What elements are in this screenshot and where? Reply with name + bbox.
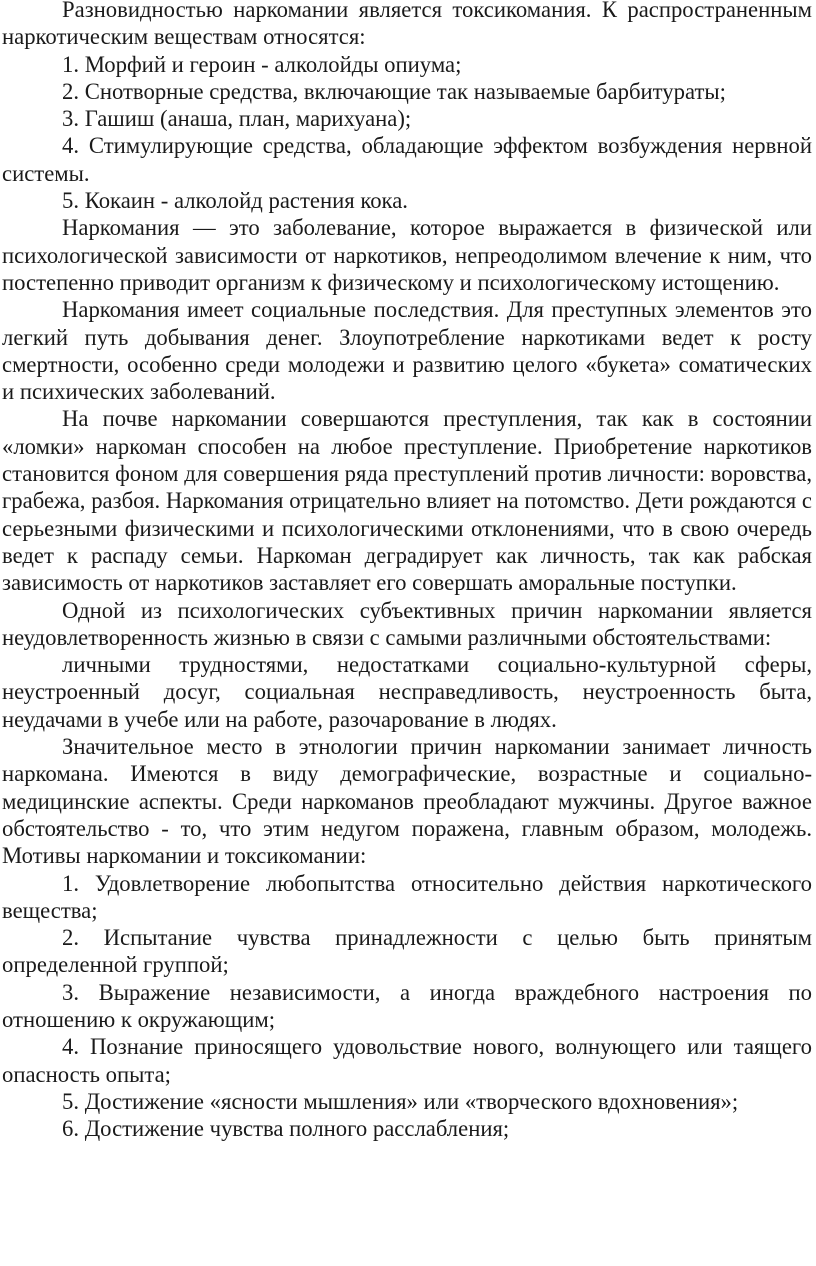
paragraph-addiction-definition: Наркомания — это заболевание, которое выражается в физической или психологической зависимости от наркотиков, непреодолимом влечение к ним, что постепенно приводит организм к физическому и психологическому истощению.	[2, 215, 812, 295]
motive-item-relaxation: 6. Достижение чувства полного расслабления;	[62, 1116, 510, 1142]
list-item-cocaine: 5. Кокаин - алколойд растения кока.	[62, 188, 408, 214]
list-item-stimulants: 4. Стимулирующие средства, обладающие эффектом возбуждения нервной системы.	[2, 133, 812, 186]
motive-item-curiosity: 1. Удовлетворение любопытства относительно действия наркотического вещества;	[2, 870, 812, 923]
paragraph-toxicomania-intro: Разновидностью наркомании является токсикомания. К распространенным наркотическим веществам относятся:	[2, 0, 812, 50]
paragraph-social-consequences: Наркомания имеет социальные последствия. Для преступных элементов это легкий путь добывания денег. Злоупотребление наркотиками ведет к росту смертности, особенно среди молодежи и развитию целого «букета» соматических и психических заболеваний.	[2, 297, 812, 405]
paragraph-crimes: На почве наркомании совершаются преступления, так как в состоянии «ломки» наркоман способен на любое преступление. Приобретение наркотиков становится фоном для совершения ряда преступлений против личности: воровства, грабежа, разбоя. Наркомания отрицательно влияет на потомство. Дети рождаются с серьезными физическими и психологическими отклонениями, что в свою очередь ведет к распаду семьи. Наркоман деградирует как личность, так как рабская зависимость от наркотиков заставляет его совершать аморальные поступки.	[2, 406, 812, 596]
paragraph-personality: Значительное место в этнологии причин наркомании занимает личность наркомана. Имеются в виду демографические, возрастные и социально-медицинские аспекты. Среди наркоманов преобладают мужчины. Другое важное обстоятельство - то, что этим недугом поражена, главным образом, молодежь. Мотивы наркомании и токсикомании:	[2, 734, 812, 869]
list-item-sleeping-pills: 2. Снотворные средства, включающие так называемые барбитураты;	[62, 78, 726, 104]
motive-item-independence: 3. Выражение независимости, а иногда враждебного настроения по отношению к окружающим;	[2, 979, 812, 1032]
paragraph-difficulties: личными трудностями, недостатками социально-культурной сферы, неустроенный досуг, социальная несправедливость, неустроенность быта, неудачами в учебе или на работе, разочарование в людях.	[2, 652, 812, 732]
motive-item-belonging: 2. Испытание чувства принадлежности с целью быть принятым определенной группой;	[2, 925, 812, 978]
paragraph-psychological-causes: Одной из психологических субъективных причин наркомании является неудовлетворенность жизнью в связи с самыми различными обстоятельствами:	[2, 597, 812, 650]
motive-item-clarity: 5. Достижение «ясности мышления» или «творческого вдохновения»;	[62, 1088, 739, 1114]
list-item-morphine: 1. Морфий и героин - алколойды опиума;	[62, 51, 462, 77]
motive-item-new-experience: 4. Познание приносящего удовольствие нового, волнующего или таящего опасность опыта;	[2, 1034, 812, 1087]
list-item-hashish: 3. Гашиш (анаша, план, марихуана);	[62, 106, 412, 132]
